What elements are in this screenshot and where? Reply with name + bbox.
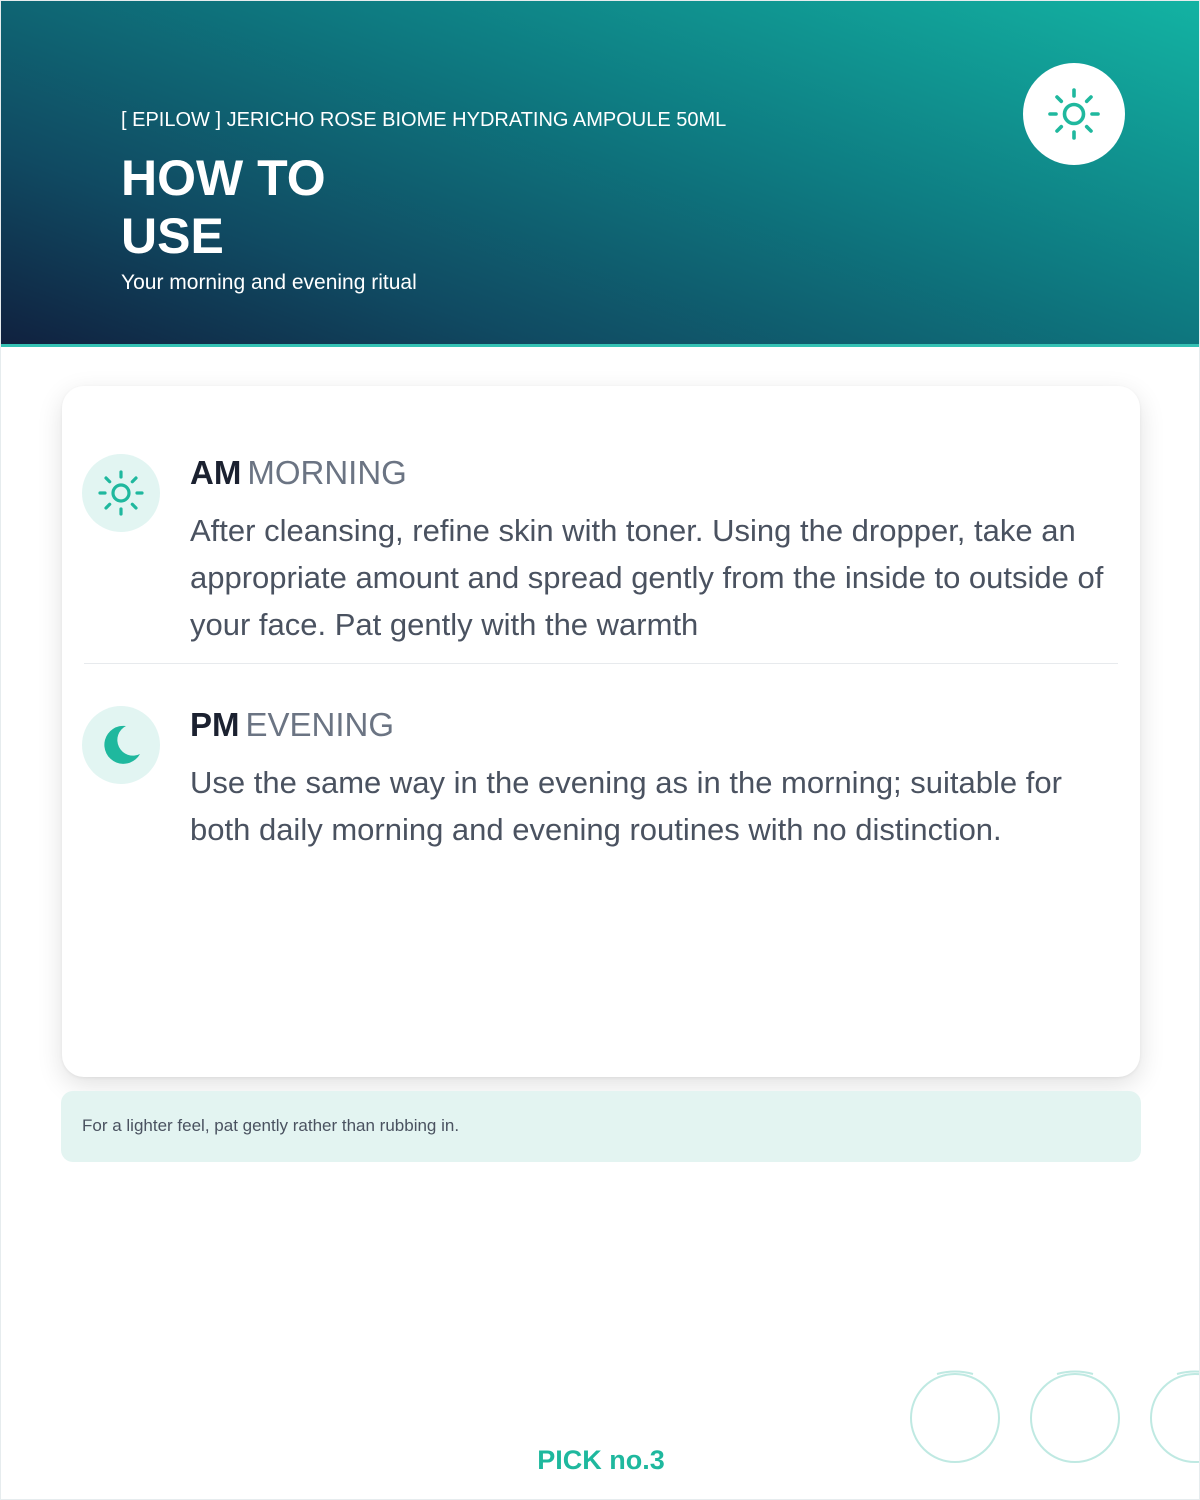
evening-label: EVENING	[245, 706, 395, 743]
morning-heading	[190, 453, 407, 493]
morning-icon-badge	[82, 454, 160, 532]
product-name: [ EPILOW ] JERICHO ROSE BIOME HYDRATING AMPOULE 50ML	[121, 109, 727, 131]
tip-text: For a lighter feel, pat gently rather than rubbing in.	[82, 1116, 460, 1135]
routine-card	[62, 386, 1140, 1077]
title-line-1: HOW TO	[121, 150, 326, 206]
tip-box	[61, 1091, 1141, 1162]
morning-code: AM	[190, 454, 242, 491]
page-title	[121, 149, 326, 265]
header-banner	[1, 1, 1200, 347]
evening-instructions: Use the same way in the evening as in the morning; suitable for both daily morning and evening routines with no distinction.	[190, 765, 1062, 847]
sun-icon	[96, 468, 146, 518]
pick-number: PICK no.3	[537, 1445, 665, 1475]
header-sun-badge	[1023, 63, 1125, 165]
morning-instructions: After cleansing, refine skin with toner. Using the dropper, take an appropriate amount and spread gently from the inside to outside of your face. Pat gently with the warmth	[190, 513, 1104, 642]
sun-icon	[1045, 85, 1103, 143]
evening-icon-badge	[82, 706, 160, 784]
morning-label: MORNING	[247, 454, 407, 491]
evening-code: PM	[190, 706, 240, 743]
page-subtitle: Your morning and evening ritual	[121, 271, 417, 294]
evening-heading	[190, 705, 394, 745]
title-line-2: USE	[121, 208, 224, 264]
section-divider	[84, 663, 1118, 664]
moon-icon	[97, 721, 145, 769]
